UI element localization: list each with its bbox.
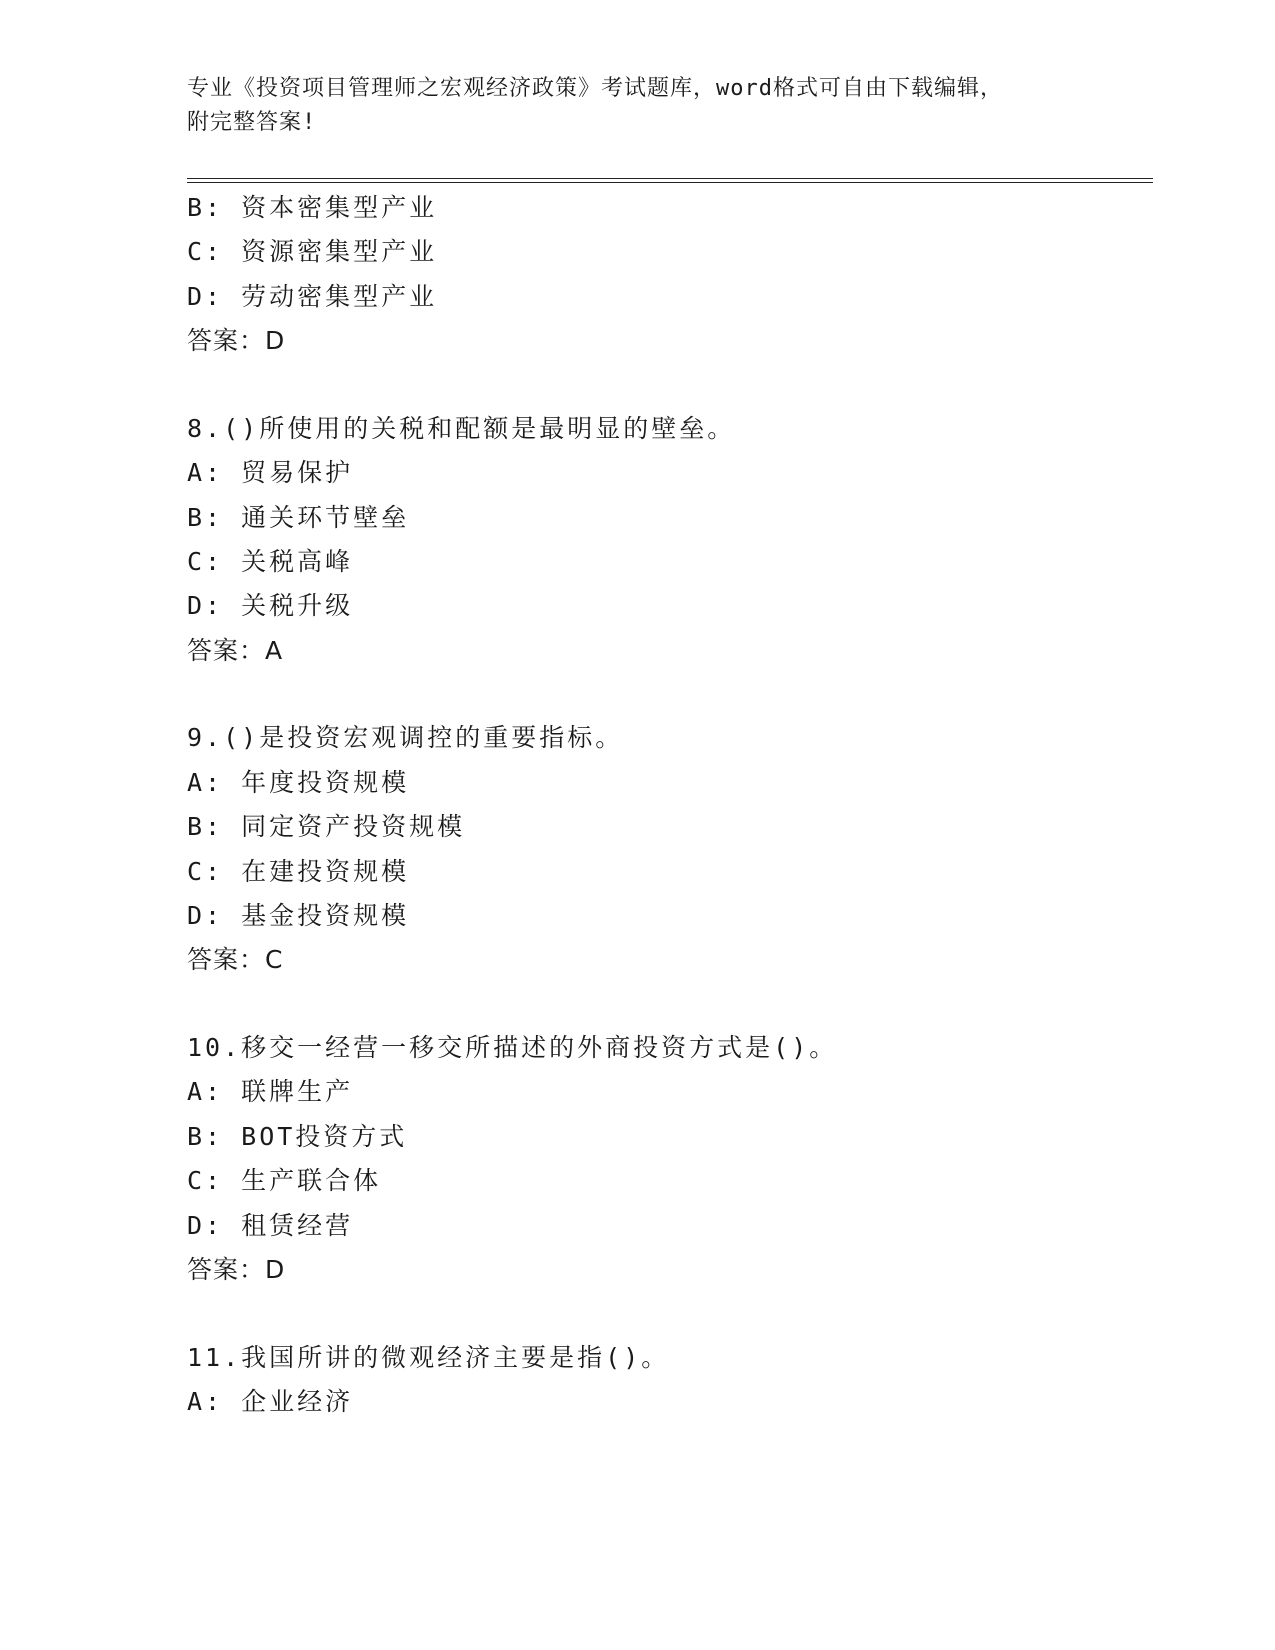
header-line-1: 专业《投资项目管理师之宏观经济政策》考试题库，word格式可自由下载编辑， <box>187 76 1003 101</box>
option-b: B: 资本密集型产业 <box>187 193 438 222</box>
option-b: B: 通关环节壁垒 <box>187 503 410 532</box>
header-divider-top <box>187 178 1153 179</box>
option-c: C: 关税高峰 <box>187 547 354 576</box>
answer: 答案：A <box>187 636 284 665</box>
header-divider-bottom <box>187 182 1153 183</box>
answer: 答案：D <box>187 1255 286 1284</box>
option-d: D: 劳动密集型产业 <box>187 282 438 311</box>
document-header <box>187 72 1087 140</box>
option-a: A: 年度投资规模 <box>187 768 410 797</box>
header-line-2: 附完整答案! <box>187 110 317 135</box>
question-9: 9.()是投资宏观调控的重要指标。 <box>187 723 624 752</box>
option-c: C: 在建投资规模 <box>187 857 410 886</box>
option-d: D: 基金投资规模 <box>187 901 410 930</box>
answer: 答案：C <box>187 945 284 974</box>
option-d: D: 关税升级 <box>187 591 354 620</box>
question-8: 8.()所使用的关税和配额是最明显的壁垒。 <box>187 414 736 443</box>
option-d: D: 租赁经营 <box>187 1211 354 1240</box>
option-b: B: 同定资产投资规模 <box>187 812 466 841</box>
option-b: B: BOT投资方式 <box>187 1122 408 1151</box>
option-c: C: 资源密集型产业 <box>187 237 438 266</box>
option-a: A: 贸易保护 <box>187 458 354 487</box>
answer: 答案：D <box>187 326 286 355</box>
option-a: A: 企业经济 <box>187 1387 354 1416</box>
option-c: C: 生产联合体 <box>187 1166 382 1195</box>
option-a: A: 联牌生产 <box>187 1077 354 1106</box>
question-10: 10.移交一经营一移交所描述的外商投资方式是()。 <box>187 1033 838 1062</box>
question-11: 11.我国所讲的微观经济主要是指()。 <box>187 1343 670 1372</box>
